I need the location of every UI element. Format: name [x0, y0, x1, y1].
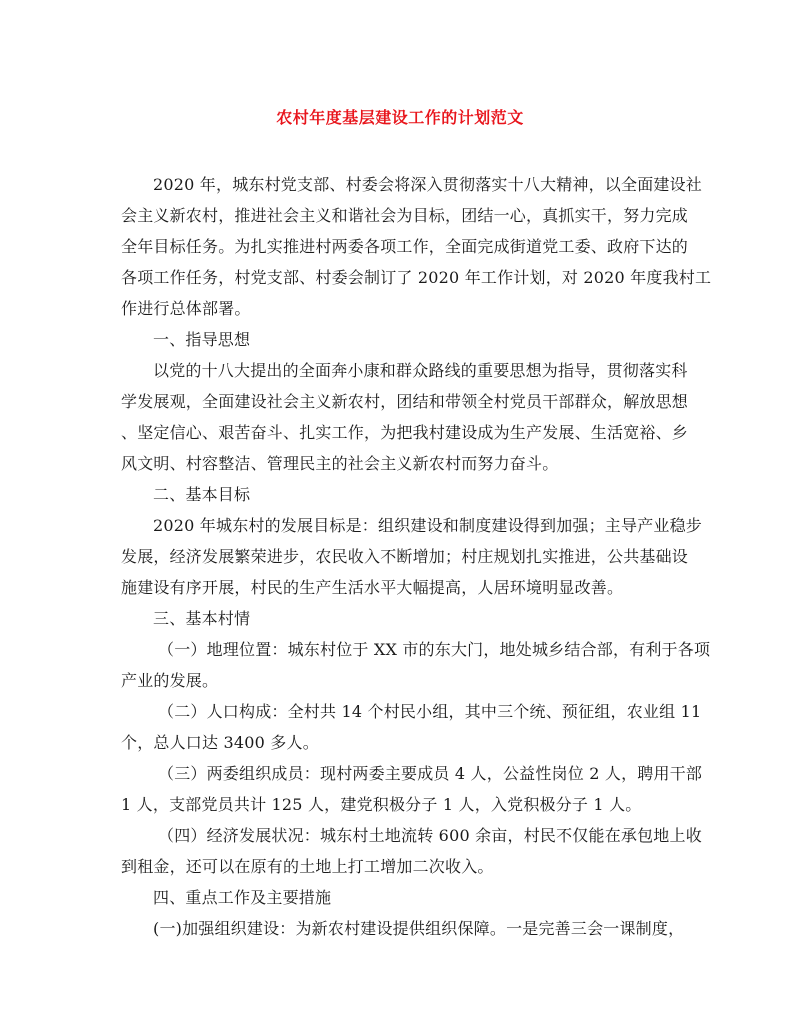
- text-line: 各项工作任务，村党支部、村委会制订了 2020 年工作计划，对 2020 年度我村工: [121, 268, 712, 287]
- text-line: 以党的十八大提出的全面奔小康和群众路线的重要思想为指导，贯彻落实科: [153, 361, 688, 380]
- text-line: 、坚定信心、艰苦奋斗、扎实工作，为把我村建设成为生产发展、生活宽裕、乡: [121, 423, 689, 442]
- text-line: 会主义新农村，推进社会主义和谐社会为目标，团结一心，真抓实干，努力完成: [121, 206, 689, 225]
- text-line: （二）人口构成：全村共 14 个村民小组，其中三个统、预征组，农业组 11: [158, 702, 702, 721]
- text-line: 个，总人口达 3400 多人。: [121, 733, 319, 752]
- text-line: 产业的发展。: [121, 671, 219, 690]
- text-line: 三、基本村情: [153, 609, 251, 628]
- text-line: 1 人，支部党员共计 125 人，建党积极分子 1 人，入党积极分子 1 人。: [121, 795, 642, 814]
- text-line: 二、基本目标: [153, 485, 251, 504]
- text-line: 2020 年，城东村党支部、村委会将深入贯彻落实十八大精神，以全面建设社: [153, 175, 703, 194]
- text-line: 发展，经济发展繁荣进步，农民收入不断增加；村庄规划扎实推进，公共基础设: [121, 547, 689, 566]
- document-body: [121, 169, 712, 944]
- text-line: （一）地理位置：城东村位于 XX 市的东大门，地处城乡结合部，有利于各项: [158, 640, 711, 659]
- text-line: 学发展观，全面建设社会主义新农村，团结和带领全村党员干部群众，解放思想: [121, 392, 689, 411]
- text-line: 一、指导思想: [153, 330, 251, 349]
- text-line: (一)加强组织建设：为新农村建设提供组织保障。一是完善三会一课制度，: [153, 919, 685, 938]
- text-line: 到租金，还可以在原有的土地上打工增加二次收入。: [121, 857, 494, 876]
- document-title: 农村年度基层建设工作的计划范文: [276, 108, 524, 127]
- text-line: 施建设有序开展，村民的生产生活水平大幅提高，人居环境明显改善。: [121, 578, 624, 597]
- text-line: 四、重点工作及主要措施: [153, 888, 332, 907]
- text-line: 作进行总体部署。: [121, 299, 251, 318]
- text-line: （三）两委组织成员：现村两委主要成员 4 人，公益性岗位 2 人，聘用干部: [158, 764, 703, 783]
- text-line: 风文明、村容整洁、管理民主的社会主义新农村而努力奋斗。: [121, 454, 559, 473]
- text-line: 全年目标任务。为扎实推进村两委各项工作，全面完成街道党工委、政府下达的: [121, 237, 689, 256]
- text-line: 2020 年城东村的发展目标是：组织建设和制度建设得到加强；主导产业稳步: [153, 516, 703, 535]
- text-line: （四）经济发展状况：城东村土地流转 600 余亩，村民不仅能在承包地上收: [158, 826, 702, 845]
